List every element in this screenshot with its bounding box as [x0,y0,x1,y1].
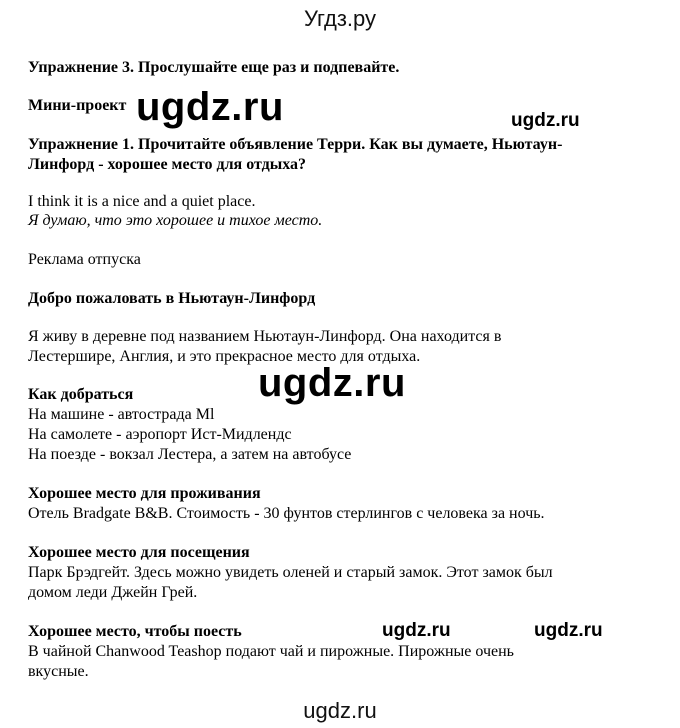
answer-english: I think it is a nice and a quiet place. [28,193,256,210]
site-title: Угдз.ру [303,6,377,31]
getting-there-car: На машине - автострада Ml [28,406,215,423]
getting-there-heading: Как добраться [28,386,134,403]
ad-label: Реклама отпуска [28,251,141,268]
stay-heading: Хорошее место для проживания [28,485,261,502]
visit-heading: Хорошее место для посещения [28,544,250,561]
ad-intro-line1: Я живу в деревне под названием Ньютаун-Линфорд. Она находится в [28,328,502,345]
getting-there-train: На поезде - вокзал Лестера, а затем на автобусе [28,446,352,463]
visit-text-line1: Парк Брэдгейт. Здесь можно увидеть оленей и старый замок. Этот замок был [28,564,553,581]
exercise-1-title-line1: Упражнение 1. Прочитайте объявление Терри. Как вы думаете, Ньютаун- [28,136,563,153]
eat-text-line2: вкусные. [28,663,89,680]
footer-site-title: ugdz.ru [303,698,377,723]
eat-heading: Хорошее место, чтобы поесть [28,623,242,640]
watermark: ugdz.ru [136,85,284,129]
visit-text-line2: домом леди Джейн Грей. [28,584,198,601]
stay-text: Отель Bradgate B&B. Стоимость - 30 фунтов стерлингов с человека за ночь. [28,505,545,522]
watermark: ugdz.ru [534,620,603,641]
exercise-3-title: Упражнение 3. Прослушайте еще раз и подпевайте. [28,59,400,76]
answer-russian: Я думаю, что это хорошее и тихое место. [28,212,323,229]
watermark: ugdz.ru [258,361,406,405]
getting-there-plane: На самолете - аэропорт Ист-Мидлендс [28,426,292,443]
watermark: ugdz.ru [382,620,451,641]
eat-text-line1: В чайной Chanwood Teashop подают чай и пирожные. Пирожные очень [28,643,514,660]
ad-heading: Добро пожаловать в Ньютаун-Линфорд [28,290,316,307]
watermark: ugdz.ru [511,110,580,131]
exercise-1-title-line2: Линфорд - хорошее место для отдыха? [28,156,307,173]
ad-intro-line2: Лестершире, Англия, и это прекрасное место для отдыха. [28,348,421,365]
mini-project-title: Мини-проект [28,97,127,114]
